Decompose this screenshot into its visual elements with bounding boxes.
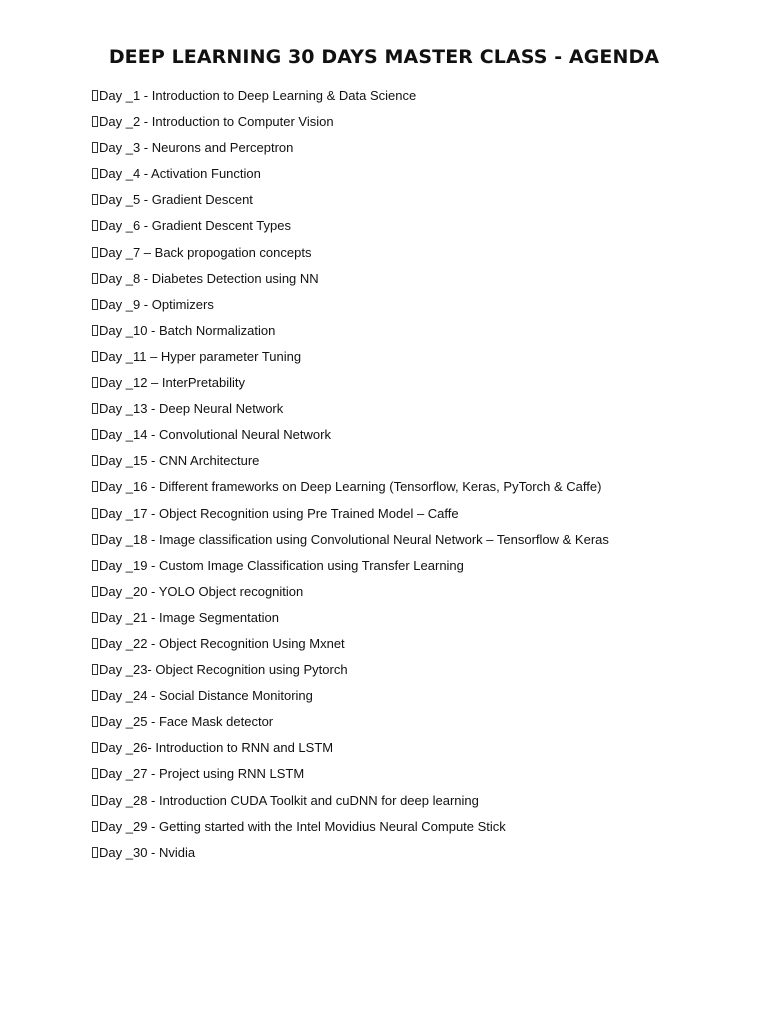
agenda-item <box>92 243 742 269</box>
agenda-item-text: Day _7 – Back propogation concepts <box>99 244 312 260</box>
agenda-item <box>92 373 742 399</box>
document-title: DEEP LEARNING 30 DAYS MASTER CLASS - AGENDA <box>108 46 660 68</box>
agenda-item <box>92 738 742 764</box>
agenda-item <box>92 451 742 477</box>
missing-glyph-box-icon <box>92 429 98 440</box>
missing-glyph-box-icon <box>92 351 98 362</box>
agenda-item-text: Day _19 - Custom Image Classification using Transfer Learning <box>99 557 464 573</box>
agenda-item <box>92 190 742 216</box>
agenda-item-text: Day _8 - Diabetes Detection using NN <box>99 270 319 286</box>
agenda-item <box>92 817 742 843</box>
agenda-item <box>92 843 742 869</box>
missing-glyph-box-icon <box>92 220 98 231</box>
agenda-item <box>92 686 742 712</box>
missing-glyph-box-icon <box>92 325 98 336</box>
agenda-item-text: Day _22 - Object Recognition Using Mxnet <box>99 635 345 651</box>
agenda-item-text: Day _30 - Nvidia <box>99 844 196 860</box>
agenda-item-text: Day _3 - Neurons and Perceptron <box>99 140 294 156</box>
missing-glyph-box-icon <box>92 768 98 779</box>
agenda-item <box>92 347 742 373</box>
agenda-item-text: Day _15 - CNN Architecture <box>99 453 260 469</box>
missing-glyph-box-icon <box>92 299 98 310</box>
missing-glyph-box-icon <box>92 716 98 727</box>
agenda-item-text: Day _28 - Introduction CUDA Toolkit and cuDNN for deep learning <box>99 792 479 808</box>
agenda-item-text: Day _4 - Activation Function <box>99 166 261 182</box>
agenda-item-text: Day _25 - Face Mask detector <box>99 714 274 730</box>
agenda-item <box>92 399 742 425</box>
agenda-item-text: Day _21 - Image Segmentation <box>99 609 279 625</box>
agenda-item <box>92 216 742 242</box>
missing-glyph-box-icon <box>92 194 98 205</box>
missing-glyph-box-icon <box>92 481 98 492</box>
agenda-item-text: Day _26- Introduction to RNN and LSTM <box>99 740 334 756</box>
missing-glyph-box-icon <box>92 247 98 258</box>
missing-glyph-box-icon <box>92 455 98 466</box>
agenda-item <box>92 791 742 817</box>
agenda-item <box>92 660 742 686</box>
missing-glyph-box-icon <box>92 664 98 675</box>
agenda-item <box>92 530 742 556</box>
agenda-item-text: Day _18 - Image classification using Convolutional Neural Network – Tensorflow & Keras <box>99 531 609 547</box>
agenda-item <box>92 86 742 112</box>
missing-glyph-box-icon <box>92 560 98 571</box>
missing-glyph-box-icon <box>92 586 98 597</box>
missing-glyph-box-icon <box>92 403 98 414</box>
agenda-item <box>92 112 742 138</box>
agenda-item-text: Day _17 - Object Recognition using Pre Trained Model – Caffe <box>99 505 459 521</box>
agenda-item <box>92 556 742 582</box>
agenda-item-text: Day _14 - Convolutional Neural Network <box>99 427 331 443</box>
agenda-item-text: Day _1 - Introduction to Deep Learning & Data Science <box>99 88 417 103</box>
missing-glyph-box-icon <box>92 795 98 806</box>
agenda-item-text: Day _24 - Social Distance Monitoring <box>99 688 313 704</box>
missing-glyph-box-icon <box>92 612 98 623</box>
agenda-item <box>92 295 742 321</box>
agenda-item <box>92 504 742 530</box>
missing-glyph-box-icon <box>92 142 98 153</box>
agenda-item <box>92 712 742 738</box>
agenda-item <box>92 764 742 790</box>
agenda-item-text: Day _5 - Gradient Descent <box>99 192 253 208</box>
agenda-item <box>92 477 742 503</box>
agenda-item-text: Day _20 - YOLO Object recognition <box>99 583 304 599</box>
agenda-item <box>92 269 742 295</box>
agenda-item-text: Day _13 - Deep Neural Network <box>99 401 284 417</box>
missing-glyph-box-icon <box>92 638 98 649</box>
missing-glyph-box-icon <box>92 168 98 179</box>
missing-glyph-box-icon <box>92 847 98 858</box>
agenda-item-text: Day _27 - Project using RNN LSTM <box>99 766 305 782</box>
missing-glyph-box-icon <box>92 377 98 388</box>
missing-glyph-box-icon <box>92 690 98 701</box>
agenda-item <box>92 321 742 347</box>
agenda-item-text: Day _9 - Optimizers <box>99 296 214 312</box>
agenda-item-text: Day _2 - Introduction to Computer Vision <box>99 114 334 130</box>
agenda-item <box>92 138 742 164</box>
agenda-item-text: Day _11 – Hyper parameter Tuning <box>99 348 302 364</box>
agenda-item <box>92 608 742 634</box>
agenda-item <box>92 634 742 660</box>
missing-glyph-box-icon <box>92 508 98 519</box>
missing-glyph-box-icon <box>92 534 98 545</box>
missing-glyph-box-icon <box>92 742 98 753</box>
agenda-item-text: Day _29 - Getting started with the Intel Movidius Neural Compute Stick <box>99 818 506 834</box>
agenda-item-text: Day _16 - Different frameworks on Deep Learning (Tensorflow, Keras, PyTorch & Caffe) <box>99 479 602 495</box>
agenda-item <box>92 164 742 190</box>
missing-glyph-box-icon <box>92 90 98 101</box>
agenda-item-text: Day _23- Object Recognition using Pytorch <box>99 662 348 678</box>
agenda-item <box>92 425 742 451</box>
agenda-item <box>92 582 742 608</box>
missing-glyph-box-icon <box>92 273 98 284</box>
agenda-item-text: Day _12 – InterPretability <box>99 375 245 391</box>
agenda-item-text: Day _10 - Batch Normalization <box>99 322 276 338</box>
agenda-list <box>92 86 742 869</box>
agenda-item-text: Day _6 - Gradient Descent Types <box>99 218 291 234</box>
missing-glyph-box-icon <box>92 116 98 127</box>
missing-glyph-box-icon <box>92 821 98 832</box>
